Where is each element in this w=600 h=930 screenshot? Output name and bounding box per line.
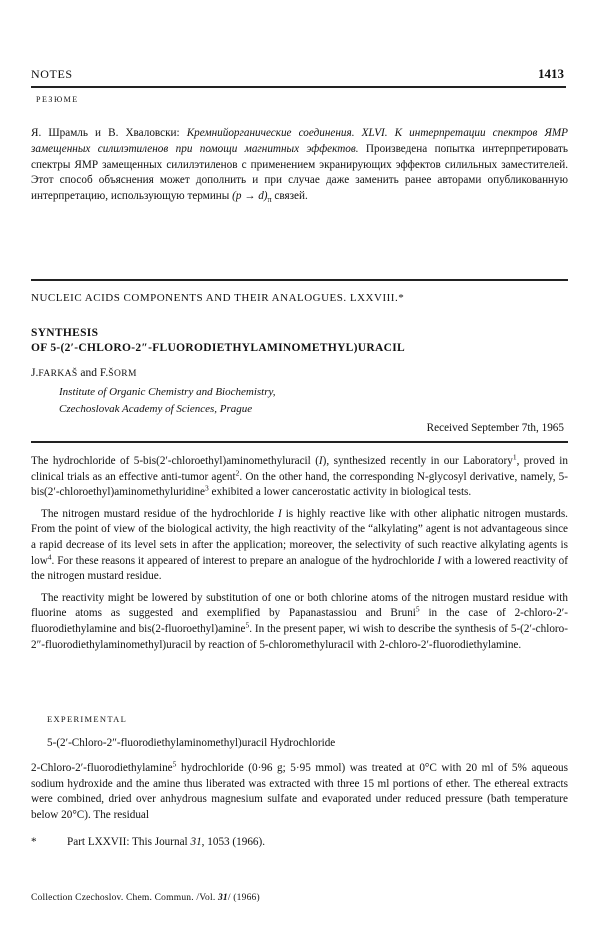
journal-footer: Collection Czechoslov. Chem. Commun. /Vol. 31/ (1966)	[31, 893, 260, 903]
author1-name: FARKAŠ	[38, 369, 78, 379]
author2-name: ŠORM	[108, 369, 137, 379]
resume-text-end: связей.	[271, 190, 308, 203]
separator-rule	[31, 279, 568, 281]
article-title	[31, 326, 571, 356]
author1-initial: J.	[31, 367, 39, 379]
ref-2: 2	[235, 467, 240, 477]
affiliation-line1: Institute of Organic Chemistry and Biochemistry,	[59, 386, 276, 398]
experimental-text: 2-Chloro-2′-fluorodiethylamine$^5$ hydrochloride (0·96 g; 5·95 mmol) was treated at 0°C with 20 ml of 5% aqueous sodium hydroxide and the amine thus liberated was extracted with three 15 ml portions of ether. The ethereal extracts were combined, dried over anhydrous magnesium sulfate and evaporated under reduced pressure (bath temperature below 20°C). The residual	[31, 759, 568, 821]
resume-authors: Я. Шрамль и В. Хвалoвски:	[31, 127, 187, 139]
footnote: * Part LXXVII: This Journal 31, 1053 (1966).	[31, 836, 266, 848]
ref-5c: 5	[172, 759, 177, 769]
article-title-line1: SYNTHESIS	[31, 327, 99, 339]
paragraph-3: The reactivity might be lowered by substitution of one or both chlorine atoms of the nitrogen mustard residue with fluorine atoms as suggested and exemplified by Papanastassiou and Bruni$^5$ in the case of 2-chloro-2′-fluorodiethylamine and bis(2-fluoroethyl)amine$^5$. In the present paper, wi wish to describe the synthesis of 5-(2′-chloro-2″-fluorodiethylaminomethyl)uracil by reaction of 5-chloromethyluracil with 2-chloro-2′-fluorodiethylamine.	[31, 591, 568, 651]
resume-term: (p → d)	[232, 190, 268, 203]
resume-title: Кремнийорганические соединения. XLVI. К интерпретации спектров ЯМР замещенных силилэтиленов при помощи магнитных эффектов.	[31, 127, 568, 155]
authors-and: and	[77, 367, 100, 379]
russian-summary	[31, 126, 568, 208]
received-rule	[31, 441, 568, 443]
footnote-mark: *	[31, 836, 37, 848]
ref-5: 5	[415, 604, 420, 614]
received-date: Received September 7th, 1965	[426, 422, 564, 434]
article-body	[31, 454, 568, 659]
page-number: 1413	[538, 66, 564, 81]
experimental-subheading: 5-(2′-Chloro-2″-fluorodiethylaminomethyl)uracil Hydrochloride	[47, 737, 336, 749]
running-head	[31, 66, 564, 84]
header-rule	[31, 86, 566, 88]
ref-3: 3	[204, 483, 209, 493]
resume-label: РЕЗЮМЕ	[36, 95, 79, 104]
ref-5b: 5	[245, 620, 250, 630]
ref-4: 4	[47, 551, 52, 561]
resume-text: Произведена попытка интерпретировать спектры ЯМР замещенных силилэтиленов с применением экранирующих эффектов силильных заместителей. Этот способ объяснения может дополнить и при случае даже заменить ранее авторами опубликованную интерпретацию, использующую термины	[31, 142, 569, 203]
series-title: NUCLEIC ACIDS COMPONENTS AND THEIR ANALOGUES. LXXVIII.*	[31, 292, 405, 304]
author2-initial: F.	[99, 367, 109, 379]
affiliation-line2: Czechoslovak Academy of Sciences, Prague	[59, 403, 253, 415]
footnote-volume: 31	[190, 836, 202, 848]
affiliation	[59, 384, 276, 418]
footer-volume: 31	[217, 893, 228, 903]
experimental-heading: EXPERIMENTAL	[47, 714, 128, 724]
section-name: NOTES	[31, 67, 73, 81]
authors	[31, 367, 137, 379]
paragraph-1: The hydrochloride of 5-bis(2′-chloroethyl)aminomethyluracil (I), synthesized recently in our Laboratory$^1$, proved in clinical trials as an effective anti-tumor agent$^2$. On the other hand, the corresponding N-glycosyl derivative, namely, 5-bis(2′-chloroethyl)aminomethyluridine$^3$ exhibited a lower cancerostatic activity in biological tests.	[31, 452, 568, 499]
ref-1: 1	[512, 452, 517, 462]
paragraph-2: The nitrogen mustard residue of the hydrochloride I is highly reactive like with other aliphatic nitrogen mustards. From the point of view of the biological activity, the high reactivity of the “alkylating” agent is not advantageous since a rapid decrease of its level sets in after the application; moreover, the selectivity of such reactive alkylating agents is low$^4$. For these reasons it appeared of interest to prepare an analogue of the hydrochloride I with a lowered reactivity of the nitrogen mustard residue.	[31, 507, 568, 583]
resume-term-sub: π	[267, 195, 272, 205]
article-title-line2: OF 5-(2′-CHLORO-2″-FLUORODIETHYLAMINOMETHYL)URACIL	[31, 342, 405, 354]
